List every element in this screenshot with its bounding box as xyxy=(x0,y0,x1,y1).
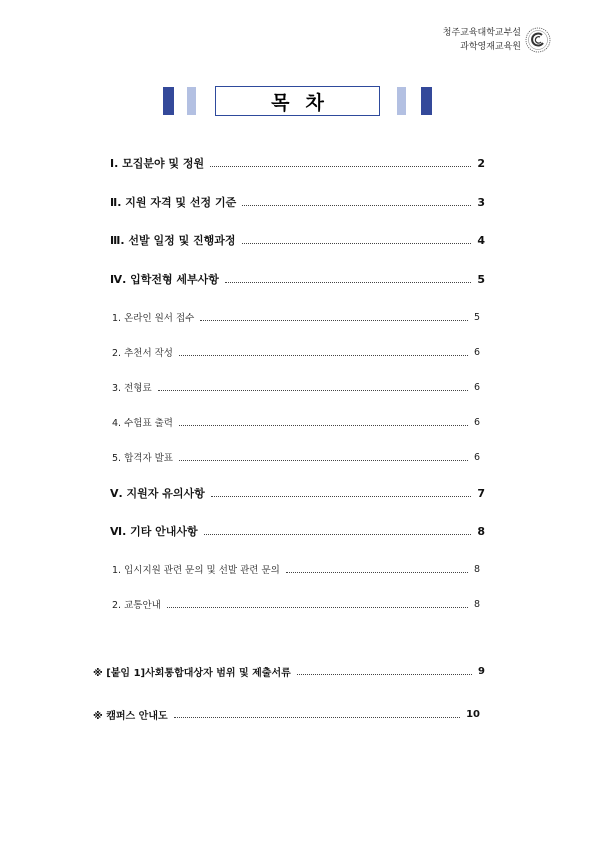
toc-entry-label: Ⅵ. 기타 안내사항 xyxy=(110,525,198,538)
toc-entry-page: 6 xyxy=(473,381,480,393)
title-bar-dark-right xyxy=(421,87,432,115)
organization-line-1: 청주교육대학교부설 xyxy=(442,28,521,38)
toc-leader-dots xyxy=(179,460,468,461)
toc-entry-page: 2 xyxy=(477,156,485,170)
toc-leader-dots xyxy=(200,320,468,321)
organization-name xyxy=(443,26,521,54)
toc-entry-label: ※ [붙임 1]사회통합대상자 범위 및 제출서류 xyxy=(93,667,291,679)
toc-entry-page: 6 xyxy=(473,346,480,358)
toc-leader-dots xyxy=(167,607,468,608)
toc-entry-label: Ⅰ. 모집분야 및 정원 xyxy=(110,157,205,170)
toc-leader-dots xyxy=(242,205,471,206)
toc-leader-dots xyxy=(211,496,472,497)
toc-entry-label: Ⅱ. 지원 자격 및 선정 기준 xyxy=(110,196,237,209)
toc-entry-page: 9 xyxy=(478,665,485,677)
toc-entry-page: 8 xyxy=(477,524,485,538)
title-box xyxy=(215,86,380,116)
toc-entry-label: 2. 교통안내 xyxy=(112,600,161,611)
toc-entry-label: Ⅴ. 지원자 유의사항 xyxy=(110,487,205,500)
toc-entry-page: 6 xyxy=(473,451,480,463)
toc-leader-dots xyxy=(179,425,468,426)
toc-entry[interactable] xyxy=(112,344,480,360)
toc-leader-dots xyxy=(286,572,468,573)
toc-entry[interactable] xyxy=(112,449,480,465)
toc-entry[interactable] xyxy=(110,232,485,248)
toc-entry-page: 6 xyxy=(473,416,480,428)
toc-entry[interactable] xyxy=(112,414,480,430)
toc-entry[interactable] xyxy=(110,485,485,501)
toc-leader-dots xyxy=(158,390,468,391)
toc-entry-label: Ⅲ. 선발 일정 및 진행과정 xyxy=(110,234,236,247)
toc-leader-dots xyxy=(174,717,460,718)
toc-entry[interactable] xyxy=(93,706,480,722)
toc-leader-dots xyxy=(210,166,471,167)
toc-leader-dots xyxy=(179,355,468,356)
toc-entry-page: 7 xyxy=(477,486,485,500)
organization-line-2: 과학영재교육원 xyxy=(460,42,521,52)
toc-entry[interactable] xyxy=(112,596,480,612)
toc-entry-page: 3 xyxy=(477,195,485,209)
toc-entry[interactable] xyxy=(112,379,480,395)
toc-entry[interactable] xyxy=(93,663,485,679)
toc-entry-page: 8 xyxy=(473,563,480,575)
institute-logo-icon xyxy=(525,27,551,53)
title-bar-light-left xyxy=(187,87,196,115)
toc-entry-label: ※ 캠퍼스 안내도 xyxy=(93,710,168,722)
toc-entry-page: 8 xyxy=(473,598,480,610)
toc-entry[interactable] xyxy=(112,309,480,325)
toc-entry-page: 10 xyxy=(466,708,480,720)
toc-entry-label: 4. 수험표 출력 xyxy=(112,418,173,429)
toc-leader-dots xyxy=(242,243,472,244)
toc-entry[interactable] xyxy=(110,155,485,171)
toc-entry-label: 5. 합격자 발표 xyxy=(112,453,173,464)
page-title: 목차 xyxy=(271,91,340,114)
toc-entry-page: 4 xyxy=(477,233,485,247)
title-bar-dark-left xyxy=(163,87,174,115)
toc-entry-page: 5 xyxy=(477,272,485,286)
toc-entry-label: 1. 온라인 원서 접수 xyxy=(112,313,195,324)
toc-entry-label: 3. 전형료 xyxy=(112,383,152,394)
toc-entry[interactable] xyxy=(110,194,485,210)
title-bar-light-right xyxy=(397,87,406,115)
toc-entry-page: 5 xyxy=(473,311,480,323)
toc-entry-label: 2. 추천서 작성 xyxy=(112,348,173,359)
page-header xyxy=(443,26,551,54)
toc-entry-label: 1. 입시지원 관련 문의 및 선발 관련 문의 xyxy=(112,565,280,576)
toc-leader-dots xyxy=(225,282,471,283)
toc-entry[interactable] xyxy=(110,523,485,539)
toc-entry[interactable] xyxy=(112,561,480,577)
title-row xyxy=(0,86,595,116)
toc-entry[interactable] xyxy=(110,271,485,287)
toc-leader-dots xyxy=(297,674,472,675)
toc-leader-dots xyxy=(204,534,472,535)
toc-entry-label: Ⅳ. 입학전형 세부사항 xyxy=(110,273,219,286)
